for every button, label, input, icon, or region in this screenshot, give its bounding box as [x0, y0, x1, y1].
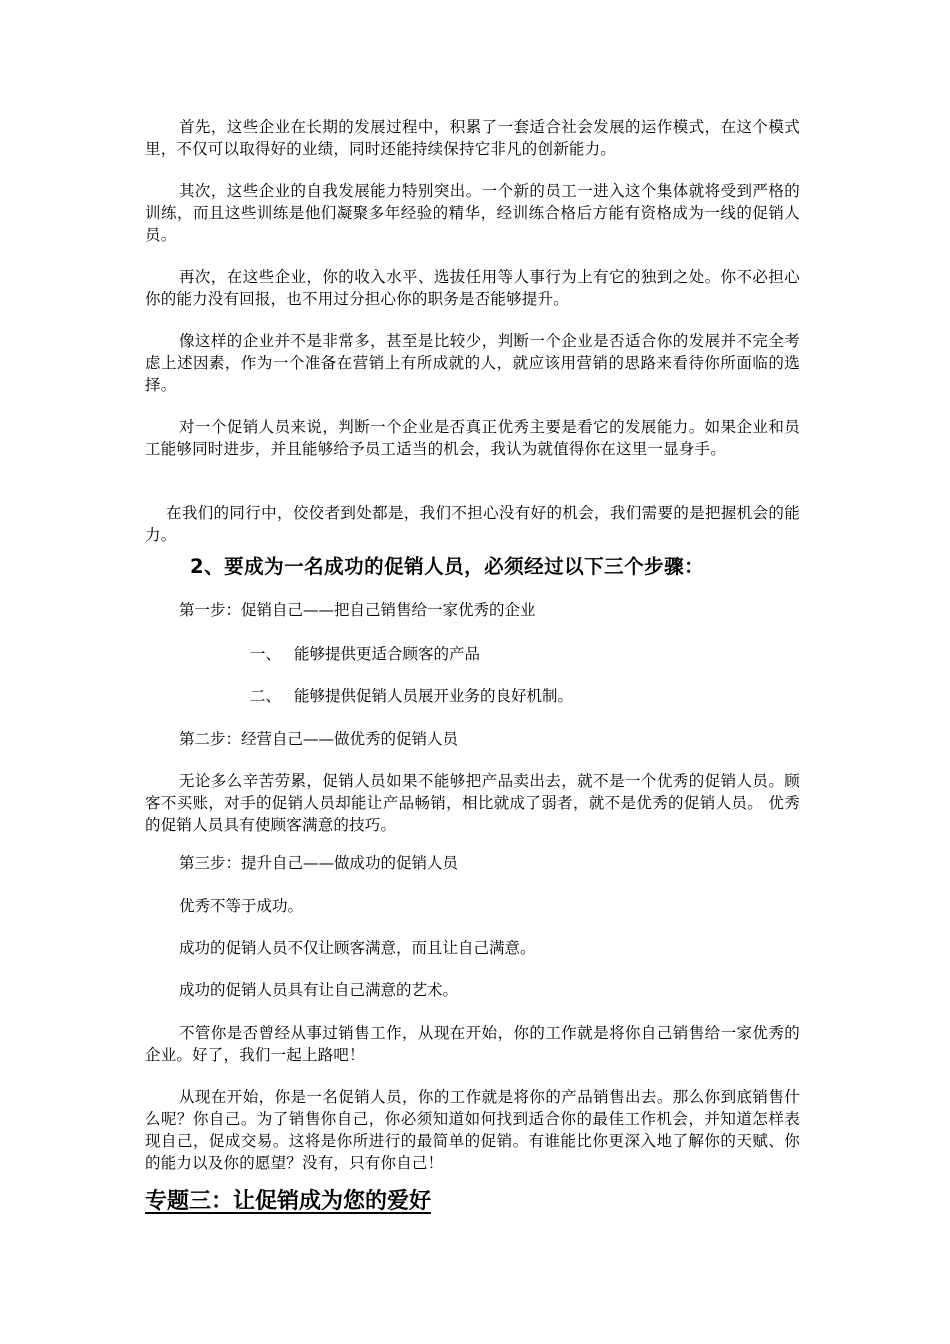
step3-line-2: 成功的促销人员不仅让顾客满意，而且让自己满意。	[179, 939, 536, 957]
section-heading-three-steps: 2、要成为一名成功的促销人员，必须经过以下三个步骤：	[190, 555, 705, 578]
step2-title: 第二步：经营自己——做优秀的促销人员	[179, 730, 459, 748]
step3-line-1: 优秀不等于成功。	[179, 897, 304, 915]
paragraph-thirdly: 再次，在这些企业，你的收入水平、选拔任用等人事行为上有它的独到之处。你不必担心你的能力没有回报，也不用过分担心你的职务是否能够提升。	[145, 268, 800, 308]
paragraph-secondly: 其次，这些企业的自我发展能力特别突出。一个新的员工一进入这个集体就将受到严格的训练，而且这些训练是他们凝聚多年经验的精华，经训练合格后方能有资格成为一线的促销人员。	[145, 182, 800, 244]
topic-three-heading: 专题三：让促销成为您的爱好	[145, 1189, 432, 1214]
closing-paragraph-2: 从现在开始，你是一名促销人员，你的工作就是将你的产品销售出去。那么你到底销售什么呢？你自己。为了销售你自己，你必须知道如何找到适合你的最佳工作机会，并知道怎样表现自己，促成交易。这将是你所进行的最简单的促销。有谁能比你更深入地了解你的天赋、你的能力以及你的愿望？没有，只有你自己！	[145, 1088, 800, 1172]
step1-item-2	[250, 685, 573, 707]
step2-body: 无论多么辛苦劳累，促销人员如果不能够把产品卖出去，就不是一个优秀的促销人员。顾客不买账，对手的促销人员却能让产品畅销，相比就成了弱者，就不是优秀的促销人员。 优秀的促销人员具有使顾客满意的技巧。	[145, 772, 800, 834]
step1-title: 第一步：促销自己——把自己销售给一家优秀的企业	[179, 601, 536, 619]
step3-line-3: 成功的促销人员具有让自己满意的艺术。	[179, 981, 459, 999]
step1-item-2-number: 二、	[250, 687, 282, 705]
step3-title: 第三步：提升自己——做成功的促销人员	[179, 854, 459, 872]
paragraph-firstly: 首先，这些企业在长期的发展过程中，积累了一套适合社会发展的运作模式，在这个模式里，不仅可以取得好的业绩，同时还能持续保持它非凡的创新能力。	[145, 118, 800, 158]
step1-item-1	[250, 643, 480, 665]
step1-item-1-number: 一、	[250, 645, 282, 663]
paragraph-such-companies: 像这样的企业并不是非常多，甚至是比较少，判断一个企业是否适合你的发展并不完全考虑上述因素，作为一个准备在营销上有所成就的人，就应该用营销的思路来看待你所面临的选择。	[145, 332, 800, 394]
paragraph-peers: 在我们的同行中，佼佼者到处都是，我们不担心没有好的机会，我们需要的是把握机会的能力。	[145, 504, 800, 544]
step1-item-1-text: 能够提供更适合顾客的产品	[294, 645, 481, 663]
closing-paragraph-1: 不管你是否曾经从事过销售工作，从现在开始，你的工作就是将你自己销售给一家优秀的企业。好了，我们一起上路吧！	[145, 1024, 800, 1064]
step1-item-2-text: 能够提供促销人员展开业务的良好机制。	[294, 687, 574, 705]
paragraph-judge-company: 对一个促销人员来说，判断一个企业是否真正优秀主要是看它的发展能力。如果企业和员工能够同时进步，并且能够给予员工适当的机会，我认为就值得你在这里一显身手。	[145, 418, 800, 458]
